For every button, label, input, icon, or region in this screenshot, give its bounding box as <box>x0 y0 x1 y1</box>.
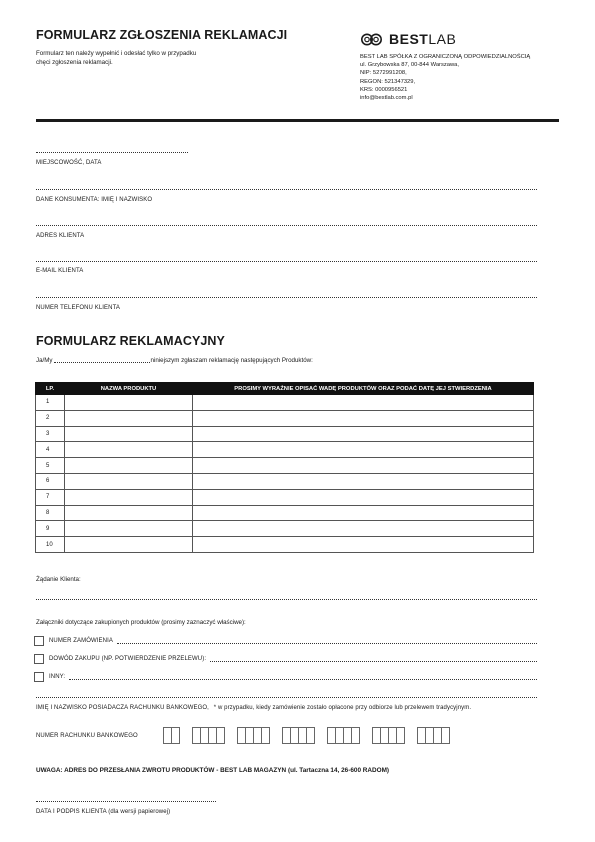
logo-wordmark: BESTLAB <box>389 31 457 47</box>
table-row <box>36 537 534 553</box>
account-holder-label: IMIĘ I NAZWISKO POSIADACZA RACHUNKU BANKOWEGO, <box>36 705 209 711</box>
description-cell[interactable] <box>193 426 534 442</box>
account-digit-box[interactable] <box>192 727 201 744</box>
claim-section-title: FORMULARZ REKLAMACYJNY <box>36 334 225 348</box>
company-regon: REGON: 521347329, <box>360 78 416 85</box>
product-cell[interactable] <box>65 395 193 411</box>
email-line[interactable] <box>36 261 537 262</box>
product-cell[interactable] <box>65 458 193 474</box>
proof-of-purchase-line[interactable] <box>210 661 537 662</box>
table-row <box>36 458 534 474</box>
bestlab-logo-icon <box>360 33 384 46</box>
account-holder-text <box>36 705 471 711</box>
account-digit-group <box>417 727 450 744</box>
table-row <box>36 489 534 505</box>
account-digit-box[interactable] <box>299 727 307 744</box>
row-number: 5 <box>36 458 65 474</box>
column-header-lp: LP. <box>36 383 65 395</box>
account-digit-box[interactable] <box>209 727 217 744</box>
column-header-product: NAZWA PRODUKTU <box>65 383 193 395</box>
proof-of-purchase-label: DOWÓD ZAKUPU (NP. POTWIERDZENIE PRZELEWU): <box>49 656 207 662</box>
description-cell[interactable] <box>193 395 534 411</box>
account-digit-box[interactable] <box>282 727 291 744</box>
account-digit-box[interactable] <box>352 727 360 744</box>
description-cell[interactable] <box>193 505 534 521</box>
signature-line[interactable] <box>36 801 216 802</box>
claims-table <box>35 382 534 553</box>
description-cell[interactable] <box>193 442 534 458</box>
account-digit-box[interactable] <box>291 727 299 744</box>
intro-text <box>36 49 196 67</box>
phone-line[interactable] <box>36 297 537 298</box>
description-cell[interactable] <box>193 537 534 553</box>
account-digit-box[interactable] <box>307 727 315 744</box>
account-digit-box[interactable] <box>417 727 426 744</box>
table-row <box>36 426 534 442</box>
bank-account-number-boxes <box>163 727 450 744</box>
account-digit-group <box>192 727 225 744</box>
account-digit-box[interactable] <box>163 727 172 744</box>
product-cell[interactable] <box>65 442 193 458</box>
claim-intro-suffix: niniejszym zgłaszam reklamację następujących Produktów: <box>150 357 313 364</box>
account-digit-box[interactable] <box>262 727 270 744</box>
bank-account-label: NUMER RACHUNKU BANKOWEGO <box>36 733 138 739</box>
account-digit-box[interactable] <box>344 727 352 744</box>
row-number: 2 <box>36 410 65 426</box>
column-header-description: PROSIMY WYRAŹNIE OPISAĆ WADĘ PRODUKTÓW ORAZ PODAĆ DATĘ JEJ STWIERDZENIA <box>193 383 534 395</box>
company-email: info@bestlab.com.pl <box>360 95 413 102</box>
other-label: INNY: <box>49 674 66 680</box>
client-demand-label: Żądanie Klienta: <box>36 576 81 583</box>
attachment-option-order <box>34 636 537 646</box>
address-label: ADRES KLIENTA <box>36 233 85 239</box>
row-number: 9 <box>36 521 65 537</box>
product-cell[interactable] <box>65 410 193 426</box>
claim-intro-prefix: Ja/My <box>36 357 53 364</box>
account-digit-group <box>372 727 405 744</box>
account-digit-group <box>327 727 360 744</box>
intro-line-2: chęci zgłoszenia reklamacji. <box>36 59 113 66</box>
product-cell[interactable] <box>65 473 193 489</box>
row-number: 1 <box>36 395 65 411</box>
row-number: 6 <box>36 473 65 489</box>
intro-line-1: Formularz ten należy wypełnić i odesłać tylko w przypadku <box>36 50 197 57</box>
product-cell[interactable] <box>65 521 193 537</box>
description-cell[interactable] <box>193 458 534 474</box>
account-digit-box[interactable] <box>237 727 246 744</box>
return-address-notice: UWAGA: ADRES DO PRZESŁANIA ZWROTU PRODUKTÓW - BEST LAB MAGAZYN (ul. Tartaczna 14, 26-600 RADOM) <box>36 767 390 774</box>
description-cell[interactable] <box>193 473 534 489</box>
other-checkbox[interactable] <box>34 672 44 682</box>
place-date-line[interactable] <box>36 152 188 153</box>
form-title: FORMULARZ ZGŁOSZENIA REKLAMACJI <box>36 28 288 42</box>
account-digit-box[interactable] <box>217 727 225 744</box>
account-digit-box[interactable] <box>434 727 442 744</box>
account-digit-box[interactable] <box>397 727 405 744</box>
table-row <box>36 410 534 426</box>
row-number: 4 <box>36 442 65 458</box>
account-digit-box[interactable] <box>327 727 336 744</box>
row-number: 3 <box>36 426 65 442</box>
account-digit-box[interactable] <box>201 727 209 744</box>
row-number: 8 <box>36 505 65 521</box>
account-digit-box[interactable] <box>246 727 254 744</box>
account-digit-box[interactable] <box>381 727 389 744</box>
account-digit-group <box>282 727 315 744</box>
company-name: BEST LAB SPÓŁKA Z OGRANICZONĄ ODPOWIEDZIALNOŚCIĄ <box>360 54 531 60</box>
email-label: E-MAIL KLIENTA <box>36 268 84 274</box>
other-line[interactable] <box>69 679 537 680</box>
phone-label: NUMER TELEFONU KLIENTA <box>36 305 120 311</box>
order-number-checkbox[interactable] <box>34 636 44 646</box>
table-row <box>36 521 534 537</box>
claim-intro <box>36 356 313 365</box>
description-cell[interactable] <box>193 521 534 537</box>
product-cell[interactable] <box>65 489 193 505</box>
table-row <box>36 442 534 458</box>
client-demand-line[interactable] <box>36 599 537 600</box>
product-cell[interactable] <box>65 537 193 553</box>
account-digit-group <box>237 727 270 744</box>
account-digit-box[interactable] <box>372 727 381 744</box>
company-logo <box>360 31 456 47</box>
order-number-label: NUMER ZAMÓWIENIA <box>49 638 113 644</box>
account-digit-group <box>163 727 180 744</box>
company-address: ul. Grzybowska 87, 00-844 Warszawa, <box>360 62 460 69</box>
description-cell[interactable] <box>193 489 534 505</box>
place-date-label: MIEJSCOWOŚĆ, DATA <box>36 160 102 166</box>
table-row <box>36 505 534 521</box>
row-number: 7 <box>36 489 65 505</box>
proof-of-purchase-checkbox[interactable] <box>34 654 44 664</box>
claim-name-line[interactable] <box>54 362 150 363</box>
product-cell[interactable] <box>65 426 193 442</box>
consumer-name-label: DANE KONSUMENTA: IMIĘ I NAZWISKO <box>36 197 153 203</box>
account-digit-box[interactable] <box>442 727 450 744</box>
account-digit-box[interactable] <box>389 727 397 744</box>
company-nip: NIP: 5272991208, <box>360 70 407 77</box>
table-row <box>36 395 534 411</box>
attachment-option-other <box>34 672 537 682</box>
attachments-label: Załączniki dotyczące zakupionych produktów (prosimy zaznaczyć właściwe): <box>36 619 246 626</box>
account-digit-box[interactable] <box>172 727 180 744</box>
signature-label: DATA I PODPIS KLIENTA (dla wersji papierowej) <box>36 809 171 815</box>
account-digit-box[interactable] <box>336 727 344 744</box>
account-holder-line[interactable] <box>36 697 537 698</box>
description-cell[interactable] <box>193 410 534 426</box>
company-details <box>360 53 530 102</box>
order-number-line[interactable] <box>117 643 537 644</box>
table-row <box>36 473 534 489</box>
row-number: 10 <box>36 537 65 553</box>
address-line[interactable] <box>36 225 537 226</box>
attachment-option-proof <box>34 654 537 664</box>
product-cell[interactable] <box>65 505 193 521</box>
header-divider <box>36 119 559 122</box>
company-krs: KRS: 0000956521 <box>360 86 408 93</box>
account-digit-box[interactable] <box>426 727 434 744</box>
account-holder-note: * w przypadku, kiedy zamówienie zostało opłacone przy odbiorze lub przelewem tradycyjnym. <box>213 705 472 711</box>
account-digit-box[interactable] <box>254 727 262 744</box>
consumer-name-line[interactable] <box>36 189 537 190</box>
